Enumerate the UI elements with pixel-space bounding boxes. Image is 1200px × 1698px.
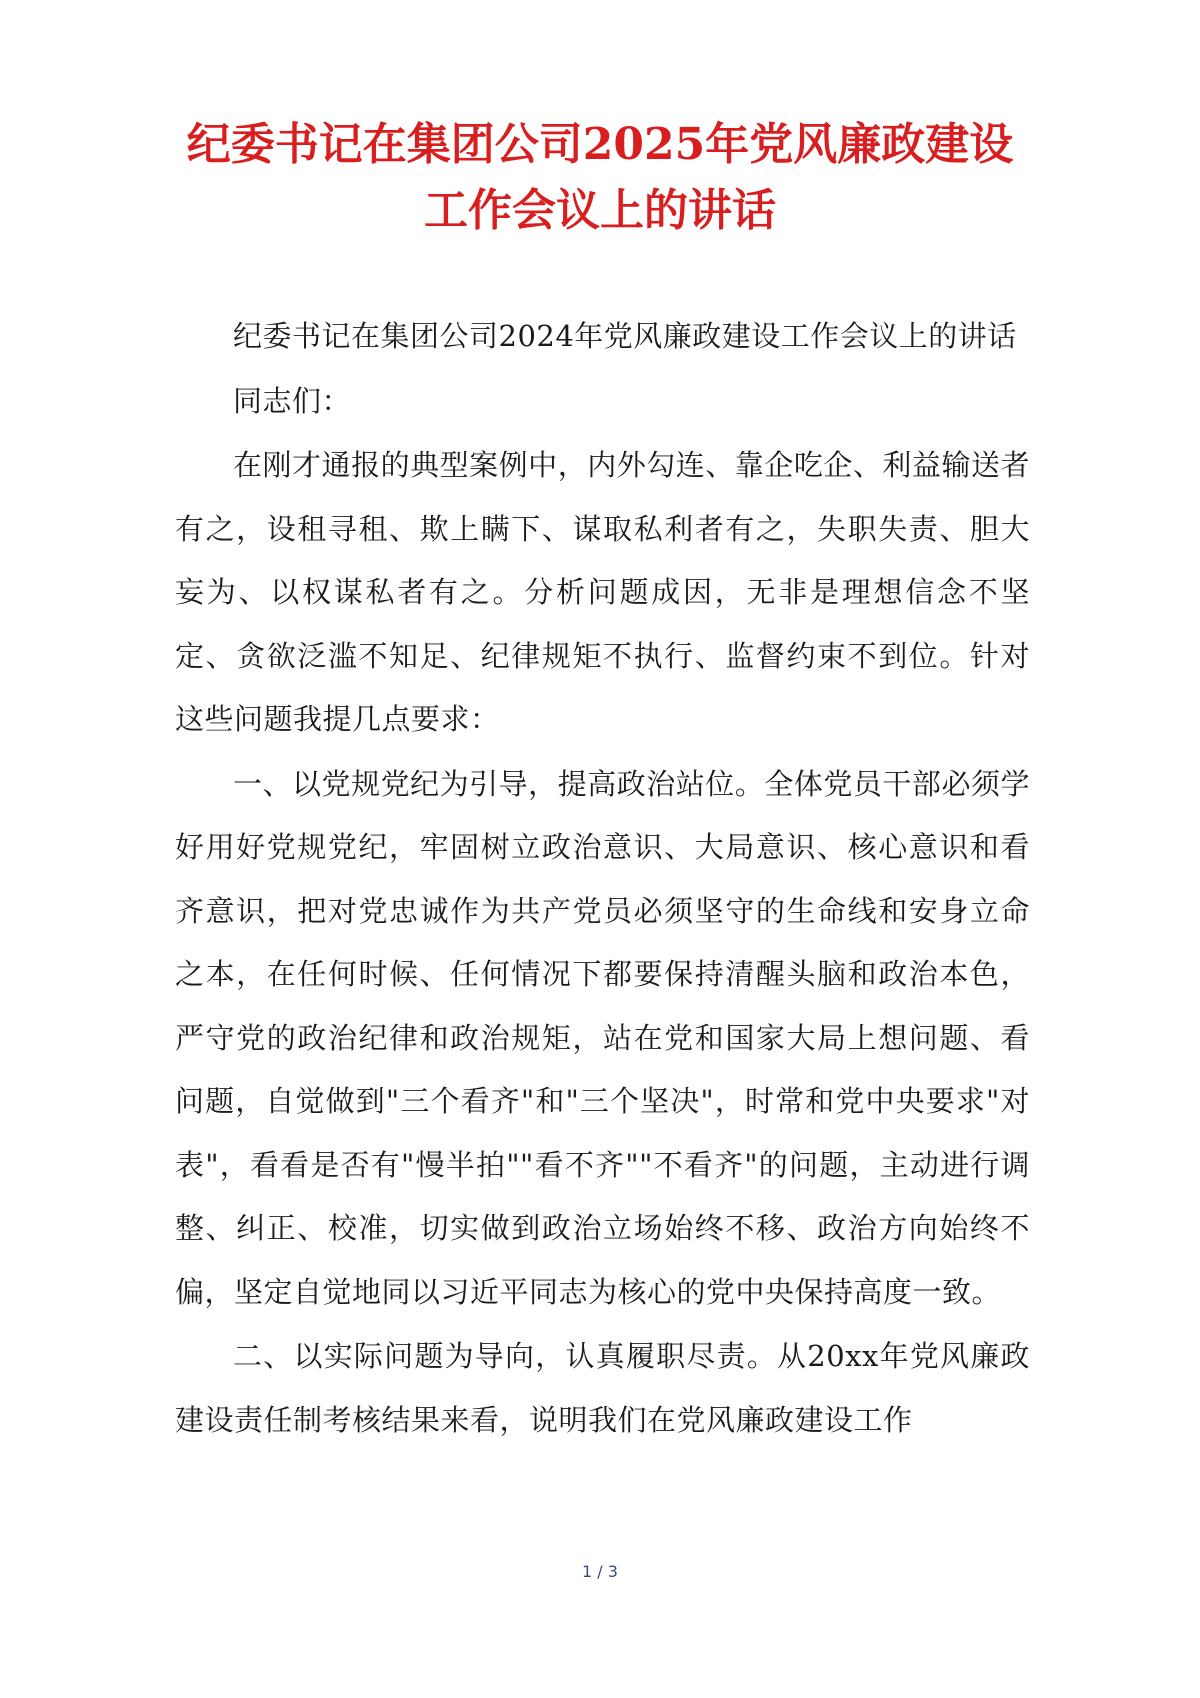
paragraph-section-2: 二、以实际问题为导向，认真履职尽责。从20xx年党风廉政建设责任制考核结果来看，说明我们在党风廉政建设工作 xyxy=(175,1339,1030,1437)
document-title xyxy=(120,112,1080,244)
title-line-1: 纪委书记在集团公司2025年党风廉政建设 xyxy=(186,119,1014,170)
title-line-2: 工作会议上的讲话 xyxy=(424,185,776,236)
paragraph-intro: 在刚才通报的典型案例中，内外勾连、靠企吃企、利益输送者有之，设租寻租、欺上瞒下、谋取私利者有之，失职失责、胆大妄为、以权谋私者有之。分析问题成因，无非是理想信念不坚定、贪欲泛滥不知足、纪律规矩不执行、监督约束不到位。针对这些问题我提几点要求： xyxy=(175,448,1030,736)
paragraph-section-1: 一、以党规党纪为引导，提高政治站位。全体党员干部必须学好用好党规党纪，牢固树立政治意识、大局意识、核心意识和看齐意识，把对党忠诚作为共产党员必须坚守的生命线和安身立命之本，在任何时候、任何情况下都要保持清醒头脑和政治本色，严守党的政治纪律和政治规矩，站在党和国家大局上想问题、看问题，自觉做到"三个看齐"和"三个坚决"，时常和党中央要求"对表"，看看是否有"慢半拍""看不齐""不看齐"的问题，主动进行调整、纠正、校准，切实做到政治立场始终不移、政治方向始终不偏，坚定自觉地同以习近平同志为核心的党中央保持高度一致。 xyxy=(175,766,1030,1309)
document-body xyxy=(175,305,1030,1453)
paragraph-subtitle: 纪委书记在集团公司2024年党风廉政建设工作会议上的讲话 xyxy=(233,319,1017,353)
page-number: 1 / 3 xyxy=(582,1562,618,1581)
paragraph-salutation: 同志们： xyxy=(233,383,352,418)
